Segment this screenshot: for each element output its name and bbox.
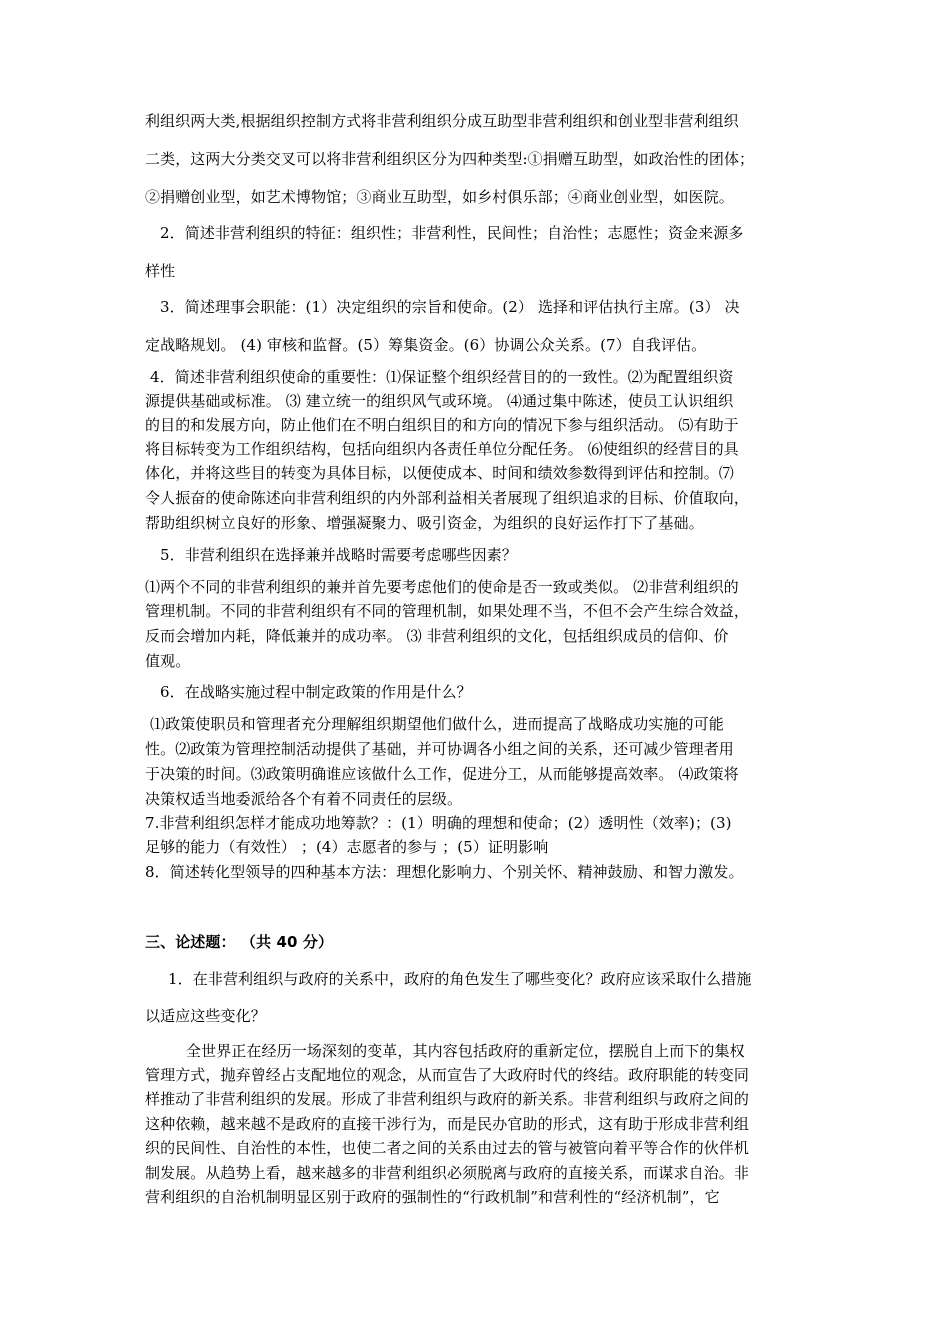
question-7: 7.非营利组织怎样才能成功地筹款？：(1）明确的理想和使命；(2）透明性（效率)；(3) xyxy=(145,814,732,832)
text-line: 体化，并将这些目的转变为具体目标，以便使成本、时间和绩效参数得到评估和控制。⑺ xyxy=(145,464,734,482)
text-line: 于决策的时间。⑶政策明确谁应该做什么工作，促进分工，从而能够提高效率。 ⑷政策将 xyxy=(145,765,739,783)
text-line: 这种依赖，越来越不是政府的直接干涉行为，而是民办官助的形式，这有助于形成非营利组 xyxy=(145,1115,750,1133)
text-line: 二类，这两大分类交叉可以将非营利组织区分为四种类型:①捐赠互助型，如政治性的团体； xyxy=(145,150,755,168)
essay-question-1: 1．在非营利组织与政府的关系中，政府的角色发生了哪些变化？政府应该采取什么措施 xyxy=(168,970,752,988)
question-4: 4．简述非营利组织使命的重要性：⑴保证整个组织经营目的的一致性。⑵为配置组织资 xyxy=(150,368,734,386)
text-line: 营利组织的自治机制明显区别于政府的强制性的“行政机制”和营利性的“经济机制”，它 xyxy=(145,1188,720,1206)
question-6: 6．在战略实施过程中制定政策的作用是什么？ xyxy=(160,683,472,701)
question-2: 2．简述非营利组织的特征：组织性；非营利性，民间性；自治性；志愿性；资金来源多 xyxy=(160,224,744,242)
text-line: 以适应这些变化？ xyxy=(145,1007,266,1025)
text-line: 的目的和发展方向，防止他们在不明白组织目的和方向的情况下参与组织活动。 ⑸有助于 xyxy=(145,416,739,434)
text-line: 性。⑵政策为管理控制活动提供了基础，并可协调各小组之间的关系，还可减少管理者用 xyxy=(145,740,734,758)
question-5: 5．非营利组织在选择兼并战略时需要考虑哪些因素？ xyxy=(160,546,517,564)
text-line: 源提供基础或标准。 ⑶ 建立统一的组织风气或环境。 ⑷通过集中陈述，使员工认识组织 xyxy=(145,392,734,410)
text-line: 制发展。从趋势上看，越来越多的非营利组织必须脱离与政府的直接关系，而谋求自治。非 xyxy=(145,1164,750,1182)
text-line: 值观。 xyxy=(145,652,191,670)
text-line: 将目标转变为工作组织结构，包括向组织内各责任单位分配任务。 ⑹使组织的经营目的具 xyxy=(145,440,739,458)
text-line: ⑴两个不同的非营利组织的兼并首先要考虑他们的使命是否一致或类似。 ⑵非营利组织的 xyxy=(145,578,739,596)
text-line: 令人振奋的使命陈述向非营利组织的内外部利益相关者展现了组织追求的目标、价值取向， xyxy=(145,489,750,507)
text-line: 反而会增加内耗，降低兼并的成功率。 ⑶ 非营利组织的文化，包括组织成员的信仰、价 xyxy=(145,627,729,645)
question-8: 8．简述转化型领导的四种基本方法：理想化影响力、个别关怀、精神鼓励、和智力激发。 xyxy=(145,863,744,881)
text-line: 样性 xyxy=(145,262,176,280)
paragraph-first-line: 全世界正在经历一场深刻的变革，其内容包括政府的重新定位，摆脱自上而下的集权 xyxy=(186,1042,745,1060)
text-line: 定战略规划。 (4) 审核和监督。(5）筹集资金。(6）协调公众关系。(7）自我评估。 xyxy=(145,336,707,354)
section-heading: 三、论述题： （共 40 分） xyxy=(145,933,334,951)
text-line: ⑴政策使职员和管理者充分理解组织期望他们做什么，进而提高了战略成功实施的可能 xyxy=(150,715,724,733)
question-3: 3．简述理事会职能：(1）决定组织的宗旨和使命。(2） 选择和评估执行主席。(3） 决 xyxy=(160,298,740,316)
text-line: ②捐赠创业型，如艺术博物馆；③商业互助型，如乡村俱乐部；④商业创业型，如医院。 xyxy=(145,188,734,206)
text-line: 样推动了非营利组织的发展。形成了非营利组织与政府的新关系。非营利组织与政府之间的 xyxy=(145,1090,750,1108)
text-line: 管理机制。不同的非营利组织有不同的管理机制，如果处理不当，不但不会产生综合效益， xyxy=(145,602,750,620)
text-line: 利组织两大类,根据组织控制方式将非营利组织分成互助型非营利组织和创业型非营利组织 xyxy=(145,112,739,130)
text-line: 足够的能力（有效性） ；(4）志愿者的参与 ；(5）证明影响 xyxy=(145,838,549,856)
text-line: 决策权适当地委派给各个有着不同责任的层级。 xyxy=(145,790,463,808)
text-line: 帮助组织树立良好的形象、增强凝聚力、吸引资金，为组织的良好运作打下了基础。 xyxy=(145,514,704,532)
text-line: 织的民间性、自治性的本性，也使二者之间的关系由过去的管与被管向着平等合作的伙伴机 xyxy=(145,1139,750,1157)
text-line: 管理方式，抛弃曾经占支配地位的观念，从而宣告了大政府时代的终结。政府职能的转变同 xyxy=(145,1066,750,1084)
